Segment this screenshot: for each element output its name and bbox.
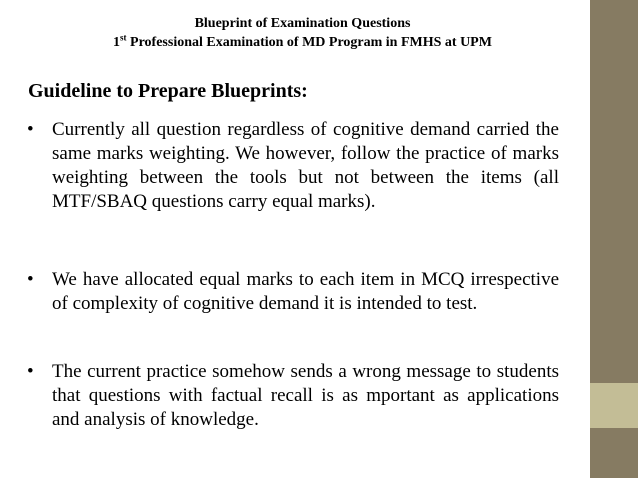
bullet-text: The current practice somehow sends a wrong message to students that questions with factual recall is as mportant as applications and analysis of knowledge. [52,361,559,430]
decorative-sidebar-accent [590,383,638,428]
slide-header [20,14,585,52]
header-title: Blueprint of Examination Questions [194,16,411,31]
header-subtitle [20,33,585,52]
header-ordinal-suffix: st [120,32,127,43]
bullet-item [27,118,559,214]
bullet-dot: • [27,361,34,382]
bullet-text: We have allocated equal marks to each item in MCQ irrespective of complexity of cognitive demand it is intended to test. [52,269,559,314]
bullet-dot: • [27,269,34,290]
header-subtitle-text: Professional Examination of MD Program in FMHS at UPM [126,35,492,50]
bullet-dot: • [27,119,34,140]
header-ordinal: 1 [113,35,121,50]
bullet-text: Currently all question regardless of cognitive demand carried the same marks weighting. We however, follow the practice of marks weighting between the tools but not between the items (all MTF/SBAQ questions carry equal marks). [52,119,559,212]
section-title: Guideline to Prepare Blueprints: [28,80,308,102]
bullet-item [27,268,559,316]
bullet-item [27,360,559,432]
